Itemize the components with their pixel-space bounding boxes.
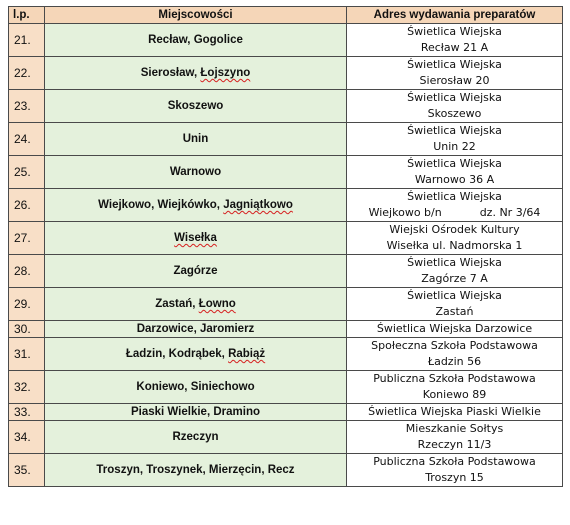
place-text: Sierosław, — [140, 67, 201, 79]
address-line-2: Sierosław 20 — [419, 74, 490, 87]
row-address — [347, 404, 563, 421]
table-row — [9, 321, 563, 338]
table-row — [9, 90, 563, 123]
address-line-2: Wisełka ul. Nadmorska 1 — [386, 239, 523, 252]
address-line-2: Ładzin 56 — [427, 355, 482, 368]
row-place — [45, 371, 347, 404]
address-line-1: Społeczna Szkoła Podstawowa — [371, 339, 538, 352]
distribution-table — [8, 6, 563, 487]
row-place — [45, 404, 347, 421]
address-line-1: Mieszkanie Sołtys — [405, 422, 504, 435]
row-number: 21. — [9, 24, 45, 57]
place-text: Koniewo, Siniechowo — [136, 381, 255, 393]
row-place — [45, 156, 347, 189]
row-place — [45, 189, 347, 222]
table-row — [9, 24, 563, 57]
table-row — [9, 338, 563, 371]
table-row — [9, 123, 563, 156]
row-place — [45, 90, 347, 123]
table-row — [9, 421, 563, 454]
address-line-2 — [349, 205, 560, 221]
row-address — [347, 371, 563, 404]
place-text: Ładzin, Kodrąbek, — [125, 348, 229, 360]
row-number: 35. — [9, 454, 45, 487]
row-address — [347, 24, 563, 57]
header-place: Miejscowości — [45, 7, 347, 24]
address-line-2: Skoszewo — [427, 107, 482, 120]
table-row — [9, 156, 563, 189]
row-address — [347, 123, 563, 156]
row-number: 29. — [9, 288, 45, 321]
address-line-2a: Wiejkowo b/n — [368, 206, 442, 219]
row-place — [45, 288, 347, 321]
address-line-2: Rzeczyn 11/3 — [417, 438, 492, 451]
place-text: Zastań, — [155, 298, 199, 310]
row-address — [347, 90, 563, 123]
place-text: Troszyn, Troszynek, Mierzęcin, Recz — [96, 464, 295, 476]
address-line-1: Świetlica Wiejska — [407, 91, 502, 104]
address-line-1: Świetlica Wiejska — [407, 157, 502, 170]
row-address — [347, 288, 563, 321]
row-address — [347, 338, 563, 371]
place-text: Zagórze — [173, 265, 218, 277]
row-address — [347, 454, 563, 487]
address-line-1: Świetlica Wiejska — [407, 190, 502, 203]
row-number: 33. — [9, 404, 45, 421]
row-number: 27. — [9, 222, 45, 255]
address-line-1: Świetlica Wiejska — [407, 124, 502, 137]
table-row — [9, 222, 563, 255]
row-place — [45, 57, 347, 90]
place-text-spellcheck: Jagniątkowo — [223, 199, 293, 211]
row-place — [45, 454, 347, 487]
row-number: 22. — [9, 57, 45, 90]
row-address — [347, 321, 563, 338]
address-line-2: Zagórze 7 A — [421, 272, 488, 285]
row-address — [347, 222, 563, 255]
place-text-spellcheck: Łojszyno — [200, 67, 251, 79]
table-row — [9, 371, 563, 404]
address-line-2b: dz. Nr 3/64 — [479, 206, 541, 219]
place-text: Rzeczyn — [172, 431, 219, 443]
place-text-spellcheck: Łowno — [198, 298, 236, 310]
address-line-1: Wiejski Ośrodek Kultury — [389, 223, 520, 236]
row-place — [45, 321, 347, 338]
address-line-1: Świetlica Wiejska Darzowice — [376, 322, 533, 335]
row-number: 23. — [9, 90, 45, 123]
place-text: Recław, Gogolice — [148, 34, 243, 46]
row-place — [45, 255, 347, 288]
table-row — [9, 255, 563, 288]
place-text: Skoszewo — [167, 100, 224, 112]
address-line-1: Świetlica Wiejska — [407, 256, 502, 269]
row-number: 26. — [9, 189, 45, 222]
place-text-spellcheck: Wisełka — [174, 232, 217, 244]
header-address: Adres wydawania preparatów — [347, 7, 563, 24]
place-text: Warnowo — [169, 166, 222, 178]
table-row — [9, 189, 563, 222]
address-line-2: Troszyn 15 — [425, 471, 484, 484]
table-row — [9, 454, 563, 487]
row-place — [45, 338, 347, 371]
row-address — [347, 57, 563, 90]
table-header-row — [9, 7, 563, 24]
row-place — [45, 24, 347, 57]
row-address — [347, 189, 563, 222]
row-place — [45, 421, 347, 454]
place-text: Unin — [182, 133, 209, 145]
table-row — [9, 288, 563, 321]
address-line-1: Publiczna Szkoła Podstawowa — [373, 372, 536, 385]
row-address — [347, 421, 563, 454]
place-text-spellcheck: Rabiąż — [228, 348, 266, 360]
distribution-table-container — [8, 6, 563, 487]
row-number: 31. — [9, 338, 45, 371]
address-line-1: Świetlica Wiejska — [407, 58, 502, 71]
row-place — [45, 222, 347, 255]
place-text: Piaski Wielkie, Dramino — [130, 406, 260, 418]
row-number: 34. — [9, 421, 45, 454]
address-line-2: Koniewo 89 — [422, 388, 487, 401]
address-line-1: Świetlica Wiejska Piaski Wielkie — [368, 405, 541, 418]
address-line-2: Warnowo 36 A — [414, 173, 495, 186]
address-line-2: Recław 21 A — [420, 41, 489, 54]
address-line-1: Świetlica Wiejska — [407, 289, 502, 302]
row-address — [347, 255, 563, 288]
address-line-1: Świetlica Wiejska — [407, 25, 502, 38]
place-text: Wiejkowo, Wiejkówko, — [98, 199, 224, 211]
address-line-1: Publiczna Szkoła Podstawowa — [373, 455, 536, 468]
table-row — [9, 57, 563, 90]
row-place — [45, 123, 347, 156]
row-number: 32. — [9, 371, 45, 404]
row-number: 28. — [9, 255, 45, 288]
table-row — [9, 404, 563, 421]
row-number: 25. — [9, 156, 45, 189]
address-line-2: Zastań — [435, 305, 474, 318]
place-text: Darzowice, Jaromierz — [136, 323, 255, 335]
header-lp: l.p. — [9, 7, 45, 24]
address-line-2: Unin 22 — [433, 140, 476, 153]
row-number: 30. — [9, 321, 45, 338]
row-address — [347, 156, 563, 189]
row-number: 24. — [9, 123, 45, 156]
